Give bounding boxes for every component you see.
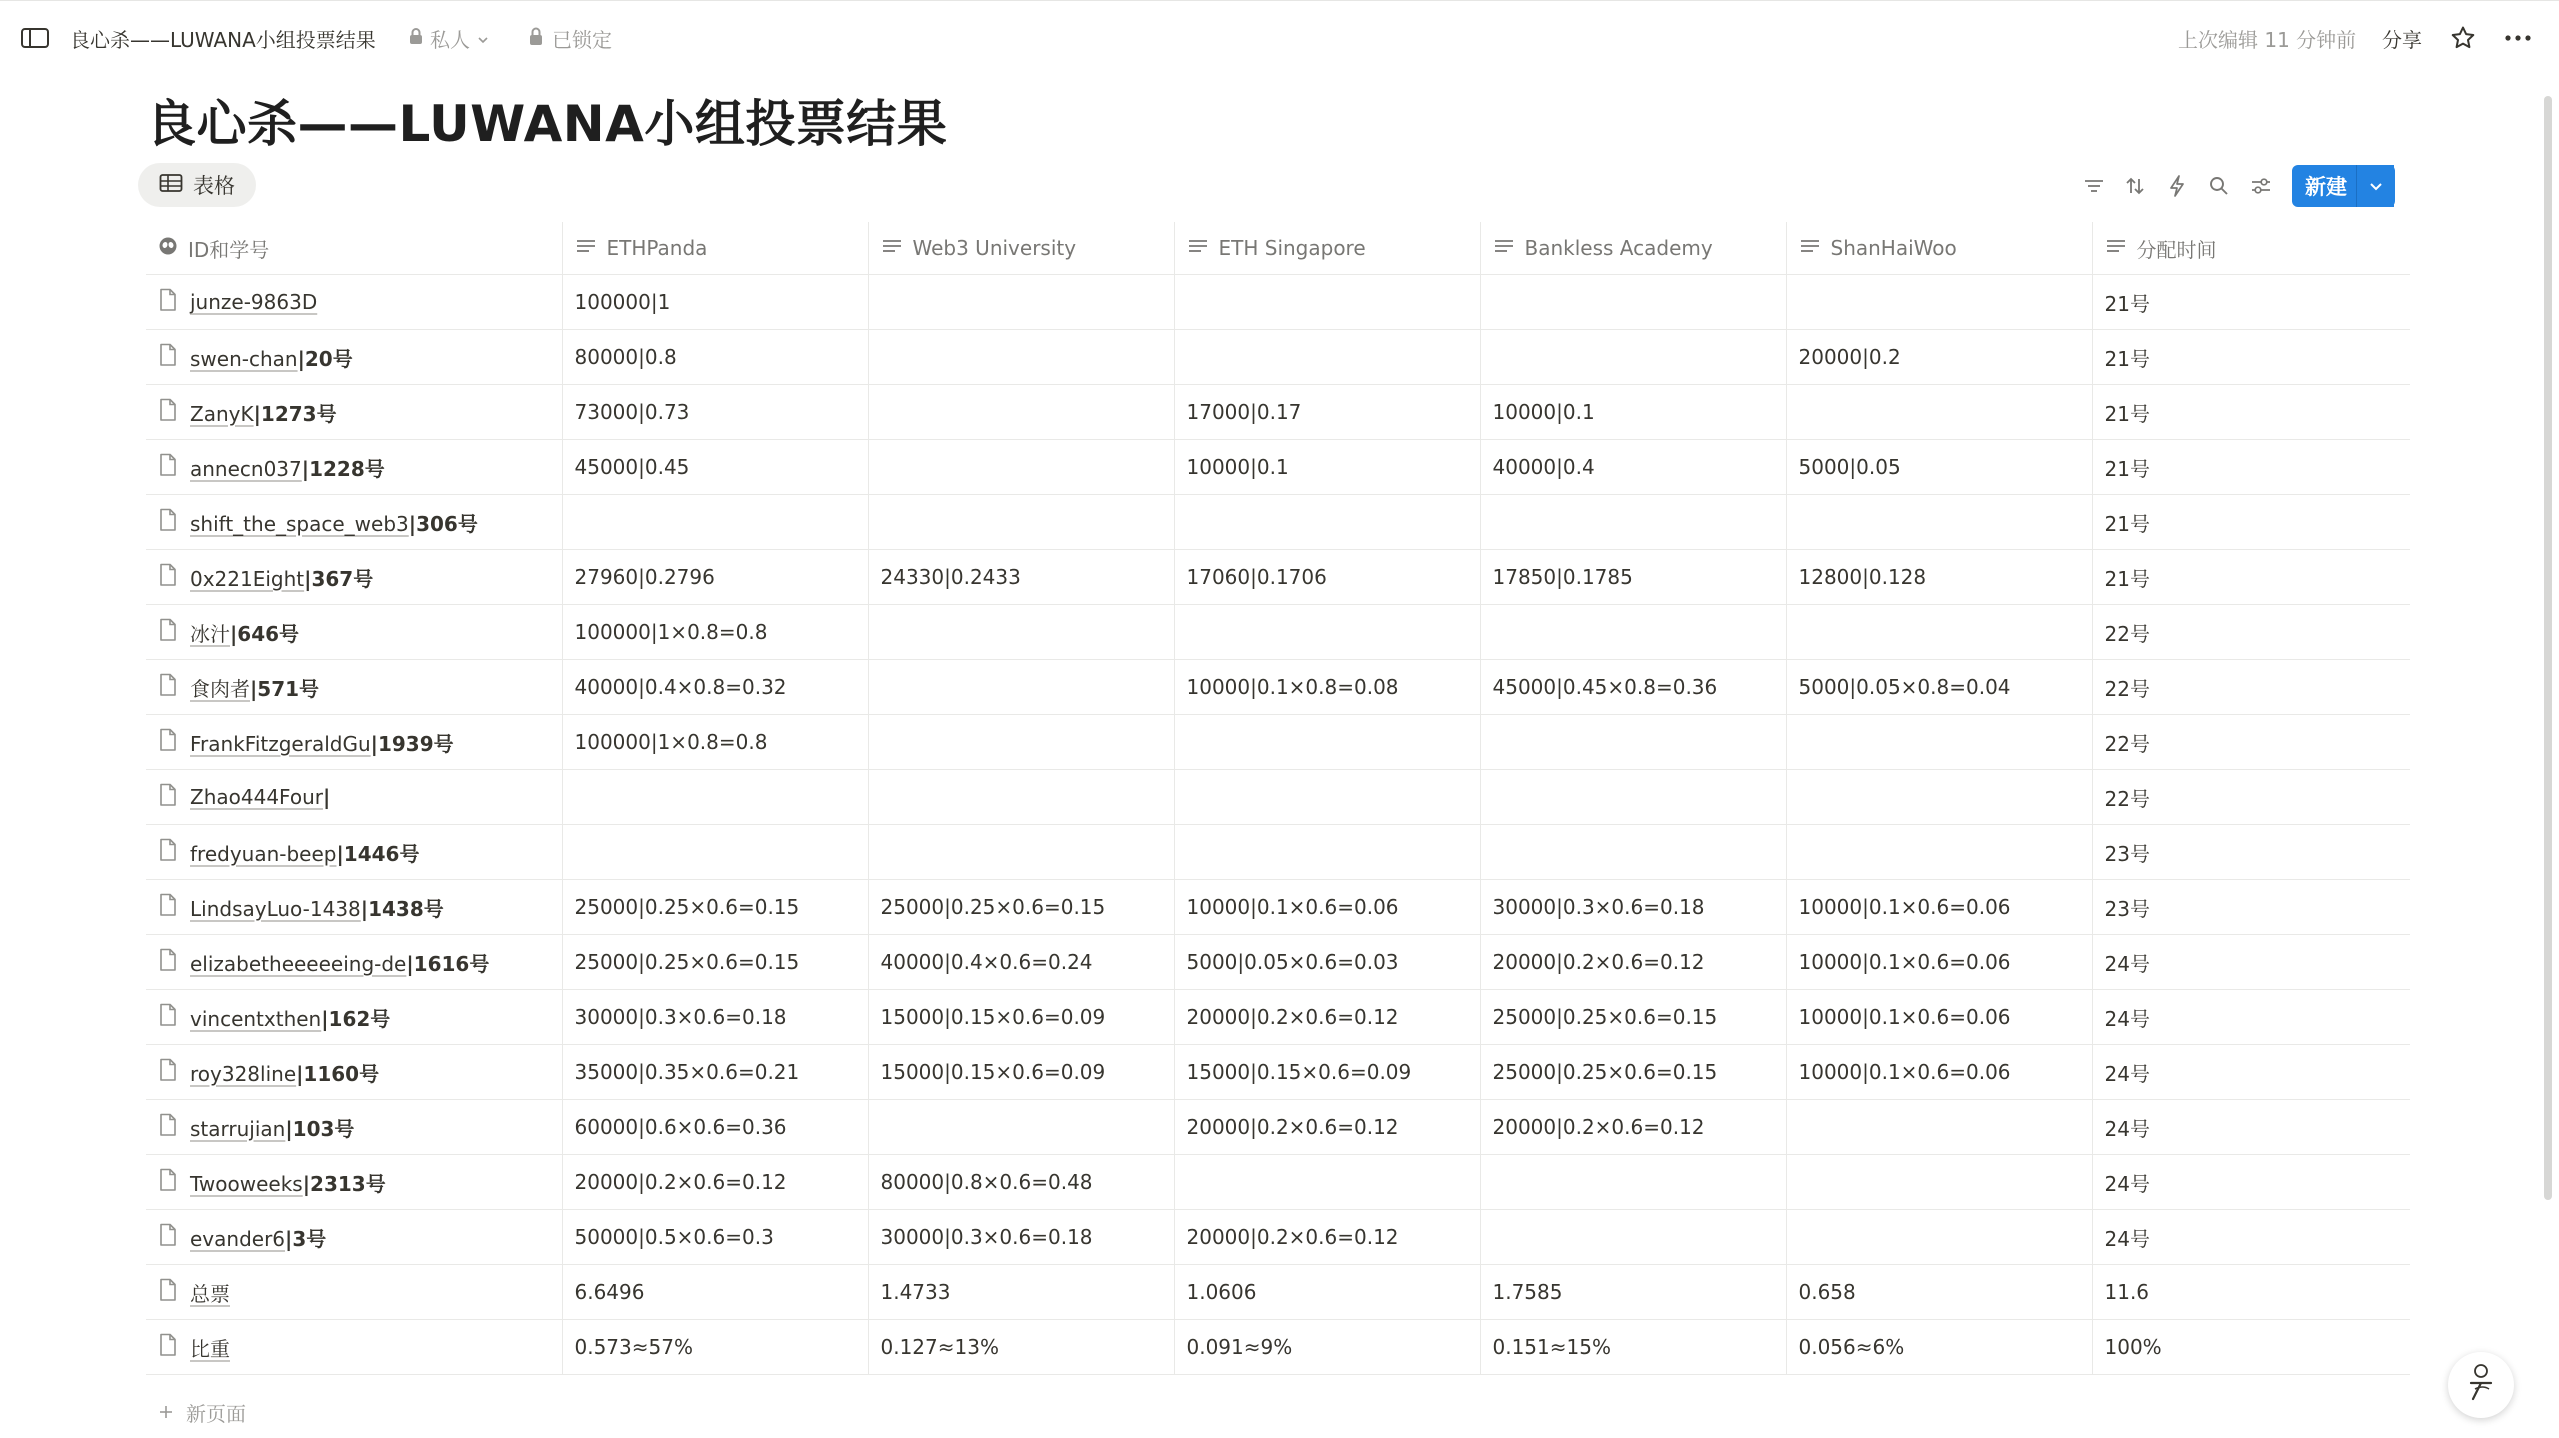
- column-header[interactable]: [1786, 222, 2092, 275]
- table-row[interactable]: [146, 385, 2410, 440]
- row-student-number: |571号: [250, 676, 320, 701]
- row-title-cell[interactable]: [146, 660, 562, 715]
- table-cell[interactable]: [868, 715, 1174, 770]
- page-icon: [158, 1278, 178, 1307]
- row-title-cell[interactable]: [146, 1100, 562, 1155]
- row-student-number: |20号: [297, 346, 353, 371]
- row-title-link[interactable]: Zhao444Four: [190, 785, 323, 809]
- table-cell[interactable]: 21号: [2092, 275, 2410, 330]
- table-cell[interactable]: 21号: [2092, 440, 2410, 495]
- table-cell[interactable]: 21号: [2092, 330, 2410, 385]
- table-row[interactable]: [146, 715, 2410, 770]
- table-cell[interactable]: 10000|0.1×0.6=0.06: [1786, 935, 2092, 990]
- table-cell[interactable]: 5000|0.05×0.6=0.03: [1174, 935, 1480, 990]
- row-title-link[interactable]: LindsayLuo-1438: [190, 896, 361, 921]
- table-cell[interactable]: 21号: [2092, 385, 2410, 440]
- table-cell[interactable]: 0.658: [1786, 1265, 2092, 1320]
- row-student-number: |1616号: [406, 951, 490, 976]
- table-cell[interactable]: [868, 660, 1174, 715]
- column-header-label: Bankless Academy: [1524, 236, 1713, 260]
- table-cell[interactable]: 30000|0.3×0.6=0.18: [562, 990, 868, 1045]
- row-title-cell[interactable]: [146, 715, 562, 770]
- table-cell[interactable]: 22号: [2092, 605, 2410, 660]
- row-title-link[interactable]: 0x221Eight: [190, 566, 305, 591]
- more-icon[interactable]: [2504, 23, 2532, 53]
- table-row[interactable]: [146, 1100, 2410, 1155]
- table-cell[interactable]: 21号: [2092, 550, 2410, 605]
- new-page-label: 新页面: [186, 1402, 246, 1426]
- table-cell[interactable]: 80000|0.8: [562, 330, 868, 385]
- row-title-cell[interactable]: [146, 770, 562, 825]
- table-cell[interactable]: [1174, 330, 1480, 385]
- column-header-label: ETHPanda: [606, 236, 708, 260]
- locked-label: 已锁定: [552, 27, 612, 52]
- table-cell[interactable]: 20000|0.2×0.6=0.12: [1174, 1210, 1480, 1265]
- page-icon: [158, 948, 178, 977]
- table-cell[interactable]: 24号: [2092, 1210, 2410, 1265]
- row-student-number: |1438号: [360, 896, 444, 921]
- table-cell[interactable]: 60000|0.6×0.6=0.36: [562, 1100, 868, 1155]
- row-title-link[interactable]: annecn037: [190, 456, 302, 481]
- table-cell[interactable]: [868, 440, 1174, 495]
- table-cell[interactable]: 100000|1×0.8=0.8: [562, 605, 868, 660]
- table-cell[interactable]: [868, 825, 1174, 880]
- new-dropdown-button[interactable]: [2356, 165, 2395, 207]
- row-title-cell[interactable]: [146, 880, 562, 935]
- table-cell[interactable]: 25000|0.25×0.6=0.15: [562, 935, 868, 990]
- table-cell[interactable]: [1174, 605, 1480, 660]
- page-icon: [158, 343, 178, 372]
- table-cell[interactable]: 25000|0.25×0.6=0.15: [1480, 1045, 1786, 1100]
- page-icon: [158, 728, 178, 757]
- table-cell[interactable]: 6.6496: [562, 1265, 868, 1320]
- row-title-link[interactable]: vincentxthen: [190, 1006, 322, 1031]
- privacy-label: 私人: [430, 27, 470, 52]
- page-icon: [158, 838, 178, 867]
- table-row[interactable]: [146, 1320, 2410, 1375]
- row-title-link[interactable]: starrujian: [190, 1116, 286, 1141]
- column-header[interactable]: [868, 222, 1174, 275]
- table-cell[interactable]: [1786, 770, 2092, 825]
- table-cell[interactable]: 11.6: [2092, 1265, 2410, 1320]
- table-cell[interactable]: 100%: [2092, 1320, 2410, 1375]
- column-header-label: ID和学号: [188, 237, 270, 262]
- table-cell[interactable]: 0.056≈6%: [1786, 1320, 2092, 1375]
- table-cell[interactable]: [1786, 275, 2092, 330]
- table-cell[interactable]: [868, 275, 1174, 330]
- page-icon: [158, 893, 178, 922]
- table-cell[interactable]: [1174, 770, 1480, 825]
- table-cell[interactable]: 1.0606: [1174, 1265, 1480, 1320]
- table-cell[interactable]: 10000|0.1: [1480, 385, 1786, 440]
- table-cell[interactable]: 15000|0.15×0.6=0.09: [1174, 1045, 1480, 1100]
- table-body: [146, 275, 2410, 1375]
- table-cell[interactable]: 17850|0.1785: [1480, 550, 1786, 605]
- locked-status[interactable]: [528, 23, 612, 53]
- table-cell[interactable]: 1.7585: [1480, 1265, 1786, 1320]
- filter-icon[interactable]: [2080, 172, 2108, 200]
- last-edited: 上次编辑 11 分钟前: [2178, 27, 2357, 52]
- text-property-icon: [575, 236, 597, 260]
- table-cell[interactable]: [562, 770, 868, 825]
- table-row[interactable]: [146, 275, 2410, 330]
- table-cell[interactable]: 25000|0.25×0.6=0.15: [1480, 990, 1786, 1045]
- text-property-icon: [2105, 236, 2127, 260]
- page-title[interactable]: 良心杀——LUWANA小组投票结果: [146, 95, 948, 153]
- page-icon: [158, 1333, 178, 1362]
- column-header[interactable]: [2092, 222, 2410, 275]
- view-tab-label: 表格: [193, 174, 235, 198]
- text-property-icon: [1493, 236, 1515, 260]
- table-cell[interactable]: 100000|1: [562, 275, 868, 330]
- breadcrumb-page-title[interactable]: 良心杀——LUWANA小组投票结果: [70, 27, 376, 52]
- table-cell[interactable]: 24号: [2092, 1155, 2410, 1210]
- page-icon: [158, 1058, 178, 1087]
- share-button[interactable]: 分享: [2382, 27, 2422, 52]
- column-header-label: ShanHaiWoo: [1830, 236, 1957, 260]
- row-title-link[interactable]: Twooweeks: [190, 1171, 303, 1196]
- page-icon: [158, 1113, 178, 1142]
- table-cell[interactable]: 20000|0.2×0.6=0.12: [1174, 990, 1480, 1045]
- table-cell[interactable]: [1480, 605, 1786, 660]
- table-cell[interactable]: [562, 495, 868, 550]
- row-student-number: |: [322, 785, 331, 809]
- column-header-label: Web3 University: [912, 236, 1077, 260]
- chevron-down-icon: [476, 26, 490, 50]
- row-student-number: |1160号: [296, 1061, 380, 1086]
- row-student-number: |1939号: [370, 731, 454, 756]
- page-icon: [158, 508, 178, 537]
- row-title-link[interactable]: swen-chan: [190, 346, 298, 371]
- table-cell[interactable]: [1480, 1155, 1786, 1210]
- table-cell[interactable]: 45000|0.45×0.8=0.36: [1480, 660, 1786, 715]
- table-cell[interactable]: 25000|0.25×0.6=0.15: [868, 880, 1174, 935]
- table-cell[interactable]: [868, 330, 1174, 385]
- table-cell[interactable]: 27960|0.2796: [562, 550, 868, 605]
- row-title-link[interactable]: 食肉者: [190, 676, 250, 701]
- new-page-button[interactable]: [158, 1398, 246, 1427]
- row-title-cell[interactable]: [146, 385, 562, 440]
- table-cell[interactable]: 30000|0.3×0.6=0.18: [868, 1210, 1174, 1265]
- table-cell[interactable]: [1480, 715, 1786, 770]
- table-cell[interactable]: 45000|0.45: [562, 440, 868, 495]
- table-cell[interactable]: 100000|1×0.8=0.8: [562, 715, 868, 770]
- table-cell[interactable]: 20000|0.2×0.6=0.12: [1480, 935, 1786, 990]
- page-icon: [158, 398, 178, 427]
- new-button-label: 新建: [2305, 175, 2347, 199]
- table-cell[interactable]: [1480, 275, 1786, 330]
- column-header[interactable]: [1174, 222, 1480, 275]
- table-cell[interactable]: [868, 1100, 1174, 1155]
- row-student-number: |1273号: [253, 401, 337, 426]
- table-cell[interactable]: 0.573≈57%: [562, 1320, 868, 1375]
- row-title-link[interactable]: ZanyK: [190, 401, 254, 426]
- assistant-face-icon: [2459, 1361, 2503, 1409]
- page-icon: [158, 563, 178, 592]
- sidebar-toggle-icon[interactable]: [20, 23, 50, 53]
- row-title-cell[interactable]: [146, 605, 562, 660]
- table-cell[interactable]: 40000|0.4: [1480, 440, 1786, 495]
- row-title-link[interactable]: 总票: [190, 1281, 230, 1306]
- table-row[interactable]: [146, 330, 2410, 385]
- row-student-number: |367号: [304, 566, 374, 591]
- table-row[interactable]: [146, 605, 2410, 660]
- row-title-cell[interactable]: [146, 275, 562, 330]
- table-cell[interactable]: [868, 770, 1174, 825]
- table-cell[interactable]: [1480, 1210, 1786, 1265]
- row-title-cell[interactable]: [146, 825, 562, 880]
- table-cell[interactable]: 20000|0.2×0.6=0.12: [1174, 1100, 1480, 1155]
- table-cell[interactable]: [1786, 1210, 2092, 1265]
- table-cell[interactable]: [1174, 825, 1480, 880]
- table-row[interactable]: [146, 880, 2410, 935]
- table-cell[interactable]: 0.127≈13%: [868, 1320, 1174, 1375]
- page-icon: [158, 453, 178, 482]
- table-cell[interactable]: [1480, 770, 1786, 825]
- row-title-cell[interactable]: [146, 550, 562, 605]
- table-cell[interactable]: 50000|0.5×0.6=0.3: [562, 1210, 868, 1265]
- table-row[interactable]: [146, 1265, 2410, 1320]
- row-title-cell[interactable]: [146, 990, 562, 1045]
- table-cell[interactable]: 17000|0.17: [1174, 385, 1480, 440]
- table-cell[interactable]: 21号: [2092, 495, 2410, 550]
- table-cell[interactable]: 10000|0.1: [1174, 440, 1480, 495]
- row-title-cell[interactable]: [146, 935, 562, 990]
- table-cell[interactable]: 24号: [2092, 990, 2410, 1045]
- page-icon: [158, 1168, 178, 1197]
- table-cell[interactable]: 80000|0.8×0.6=0.48: [868, 1155, 1174, 1210]
- page-icon: [158, 1003, 178, 1032]
- database-table: [146, 222, 2410, 1375]
- table-cell[interactable]: 10000|0.1×0.6=0.06: [1786, 880, 2092, 935]
- star-icon[interactable]: [2450, 23, 2476, 53]
- table-cell[interactable]: [1174, 275, 1480, 330]
- table-cell[interactable]: 15000|0.15×0.6=0.09: [868, 990, 1174, 1045]
- row-title-cell[interactable]: [146, 1210, 562, 1265]
- page-icon: [158, 288, 178, 317]
- table-row[interactable]: [146, 1045, 2410, 1100]
- table-row[interactable]: [146, 550, 2410, 605]
- row-title-link[interactable]: fredyuan-beep: [190, 841, 337, 866]
- settings-sliders-icon[interactable]: [2247, 172, 2275, 200]
- row-student-number: |162号: [321, 1006, 391, 1031]
- table-cell[interactable]: 15000|0.15×0.6=0.09: [868, 1045, 1174, 1100]
- lock-icon: [528, 26, 544, 51]
- table-icon: [159, 173, 183, 198]
- table-row[interactable]: [146, 660, 2410, 715]
- row-title-cell[interactable]: [146, 440, 562, 495]
- table-cell[interactable]: 23号: [2092, 880, 2410, 935]
- row-title-cell[interactable]: [146, 330, 562, 385]
- row-title-cell[interactable]: [146, 1045, 562, 1100]
- row-title-link[interactable]: 比重: [190, 1336, 230, 1361]
- table-cell[interactable]: 20000|0.2×0.6=0.12: [562, 1155, 868, 1210]
- column-header[interactable]: [146, 222, 562, 275]
- table-cell[interactable]: 22号: [2092, 770, 2410, 825]
- table-cell[interactable]: 10000|0.1×0.8=0.08: [1174, 660, 1480, 715]
- table-cell[interactable]: 24330|0.2433: [868, 550, 1174, 605]
- table-cell[interactable]: 23号: [2092, 825, 2410, 880]
- chevron-down-icon: [2368, 177, 2384, 196]
- automation-lightning-icon[interactable]: [2163, 172, 2191, 200]
- table-cell[interactable]: [1786, 605, 2092, 660]
- page-icon: [158, 1223, 178, 1252]
- table-cell[interactable]: 30000|0.3×0.6=0.18: [1480, 880, 1786, 935]
- table-cell[interactable]: [1786, 1100, 2092, 1155]
- row-title-link[interactable]: evander6: [190, 1226, 286, 1251]
- table-cell[interactable]: 24号: [2092, 1045, 2410, 1100]
- table-cell[interactable]: 22号: [2092, 660, 2410, 715]
- table-row[interactable]: [146, 1155, 2410, 1210]
- row-title-link[interactable]: roy328line: [190, 1061, 297, 1086]
- table-cell[interactable]: 5000|0.05×0.8=0.04: [1786, 660, 2092, 715]
- row-title-cell[interactable]: [146, 1155, 562, 1210]
- lock-icon: [408, 26, 424, 50]
- table-cell[interactable]: 20000|0.2×0.6=0.12: [1480, 1100, 1786, 1155]
- row-student-number: |3号: [285, 1226, 327, 1251]
- table-cell[interactable]: [868, 605, 1174, 660]
- text-property-icon: [1799, 236, 1821, 260]
- table-cell[interactable]: 24号: [2092, 935, 2410, 990]
- table-row[interactable]: [146, 1210, 2410, 1265]
- page-icon: [158, 618, 178, 647]
- table-cell[interactable]: 17060|0.1706: [1174, 550, 1480, 605]
- table-cell[interactable]: 12800|0.128: [1786, 550, 2092, 605]
- table-cell[interactable]: [562, 825, 868, 880]
- row-title-link[interactable]: elizabetheeeeeing-de: [190, 951, 407, 976]
- table-cell[interactable]: 22号: [2092, 715, 2410, 770]
- table-cell[interactable]: [1480, 495, 1786, 550]
- table-cell[interactable]: [1174, 495, 1480, 550]
- table-cell[interactable]: 1.4733: [868, 1265, 1174, 1320]
- table-row[interactable]: [146, 825, 2410, 880]
- table-cell[interactable]: [868, 495, 1174, 550]
- table-cell[interactable]: 10000|0.1×0.6=0.06: [1786, 1045, 2092, 1100]
- sort-icon[interactable]: [2121, 172, 2149, 200]
- vertical-scrollbar[interactable]: [2544, 96, 2552, 1200]
- row-title-link[interactable]: 冰汁: [190, 621, 230, 646]
- table-cell[interactable]: [868, 385, 1174, 440]
- table-cell[interactable]: 0.151≈15%: [1480, 1320, 1786, 1375]
- column-header[interactable]: [562, 222, 868, 275]
- column-header-label: ETH Singapore: [1218, 236, 1366, 260]
- table-row[interactable]: [146, 495, 2410, 550]
- row-student-number: |1446号: [336, 841, 420, 866]
- table-row[interactable]: [146, 440, 2410, 495]
- table-cell[interactable]: [1174, 1155, 1480, 1210]
- row-student-number: |103号: [285, 1116, 355, 1141]
- view-tab-table[interactable]: [138, 163, 256, 207]
- row-student-number: |1228号: [301, 456, 385, 481]
- plus-icon: [158, 1401, 174, 1425]
- table-cell[interactable]: [1786, 825, 2092, 880]
- column-header-label: 分配时间: [2136, 237, 2217, 262]
- table-cell[interactable]: [1786, 495, 2092, 550]
- table-cell[interactable]: [1786, 715, 2092, 770]
- search-icon[interactable]: [2205, 172, 2233, 200]
- table-cell[interactable]: 40000|0.4×0.8=0.32: [562, 660, 868, 715]
- text-property-icon: [1187, 236, 1209, 260]
- row-student-number: |306号: [408, 511, 478, 536]
- top-bar: [0, 0, 2559, 72]
- column-header[interactable]: [1480, 222, 1786, 275]
- row-title-cell[interactable]: [146, 1320, 562, 1375]
- table-cell[interactable]: 24号: [2092, 1100, 2410, 1155]
- table-cell[interactable]: 73000|0.73: [562, 385, 868, 440]
- row-student-number: |2313号: [302, 1171, 386, 1196]
- row-title-cell[interactable]: [146, 1265, 562, 1320]
- table-cell[interactable]: 20000|0.2: [1786, 330, 2092, 385]
- table-cell[interactable]: [1174, 715, 1480, 770]
- page-icon: [158, 673, 178, 702]
- row-title-cell[interactable]: [146, 495, 562, 550]
- table-cell[interactable]: [1480, 330, 1786, 385]
- table-row[interactable]: [146, 770, 2410, 825]
- table-cell[interactable]: [1786, 385, 2092, 440]
- table-row[interactable]: [146, 990, 2410, 1045]
- table-cell[interactable]: [1480, 825, 1786, 880]
- title-property-icon: [158, 236, 178, 261]
- table-cell[interactable]: [1786, 1155, 2092, 1210]
- table-cell[interactable]: 10000|0.1×0.6=0.06: [1174, 880, 1480, 935]
- table-cell[interactable]: 10000|0.1×0.6=0.06: [1786, 990, 2092, 1045]
- row-title-link[interactable]: FrankFitzgeraldGu: [190, 731, 371, 756]
- page-icon: [158, 783, 178, 812]
- row-title-link[interactable]: shift_the_space_web3: [190, 511, 409, 536]
- row-title-link[interactable]: junze-9863D: [190, 290, 318, 314]
- table-cell[interactable]: 40000|0.4×0.6=0.24: [868, 935, 1174, 990]
- row-student-number: |646号: [230, 621, 300, 646]
- table-cell[interactable]: 0.091≈9%: [1174, 1320, 1480, 1375]
- table-cell[interactable]: 25000|0.25×0.6=0.15: [562, 880, 868, 935]
- table-cell[interactable]: 35000|0.35×0.6=0.21: [562, 1045, 868, 1100]
- privacy-menu[interactable]: [408, 23, 490, 53]
- text-property-icon: [881, 236, 903, 260]
- table-row[interactable]: [146, 935, 2410, 990]
- help-assistant-button[interactable]: [2448, 1352, 2514, 1418]
- table-cell[interactable]: 5000|0.05: [1786, 440, 2092, 495]
- table-header-row: [146, 222, 2410, 275]
